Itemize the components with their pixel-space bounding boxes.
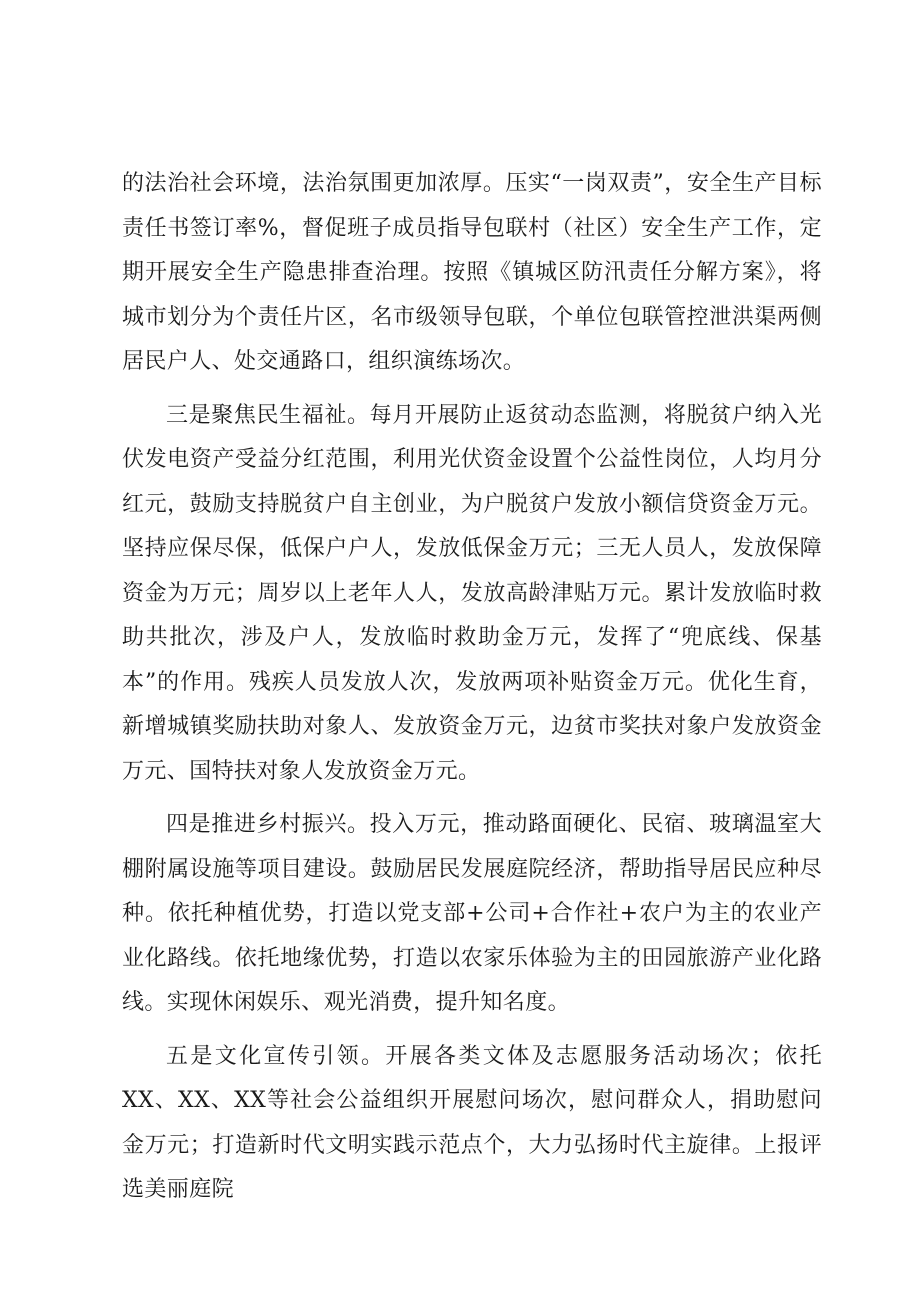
paragraph-culture-promotion: 五是文化宣传引领。开展各类文体及志愿服务活动场次；依托XX、XX、XX等社会公益组织开展慰问场次，慰问群众人，捐助慰问金万元；打造新时代文明实践示范点个，大力弘扬时代主旋律。上报评选美丽庭院 <box>122 1043 822 1202</box>
paragraph-rural-revitalization: 四是推进乡村振兴。投入万元，推动路面硬化、民宿、玻璃温室大棚附属设施等项目建设。鼓励居民发展庭院经济，帮助指导居民应种尽种。依托种植优势，打造以党支部+公司+合作社+农户为主的农业产业化路线。依托地缘优势，打造以农家乐体验为主的田园旅游产业化路线。实现休闲娱乐、观光消费，提升知名度。 <box>122 812 822 1015</box>
paragraph-continued: 的法治社会环境，法治氛围更加浓厚。压实“一岗双责”，安全生产目标责任书签订率%，督促班子成员指导包联村（社区）安全生产工作，定期开展安全生产隐患排查治理。按照《镇城区防汛责任分解方案》，将城市划分为个责任片区，名市级领导包联，个单位包联管控泄洪渠两侧居民户人、处交通路口，组织演练场次。 <box>122 171 822 374</box>
document-body <box>122 162 822 1213</box>
paragraph-livelihood: 三是聚焦民生福祉。每月开展防止返贫动态监测，将脱贫户纳入光伏发电资产受益分红范围，利用光伏资金设置个公益性岗位，人均月分红元，鼓励支持脱贫户自主创业，为户脱贫户发放小额信贷资金万元。坚持应保尽保，低保户户人，发放低保金万元；三无人员人，发放保障资金为万元；周岁以上老年人人，发放高龄津贴万元。累计发放临时救助共批次，涉及户人，发放临时救助金万元，发挥了“兜底线、保基本”的作用。残疾人员发放人次，发放两项补贴资金万元。优化生育，新增城镇奖励扶助对象人、发放资金万元，边贫市奖扶对象户发放资金万元、国特扶对象人发放资金万元。 <box>122 402 822 784</box>
